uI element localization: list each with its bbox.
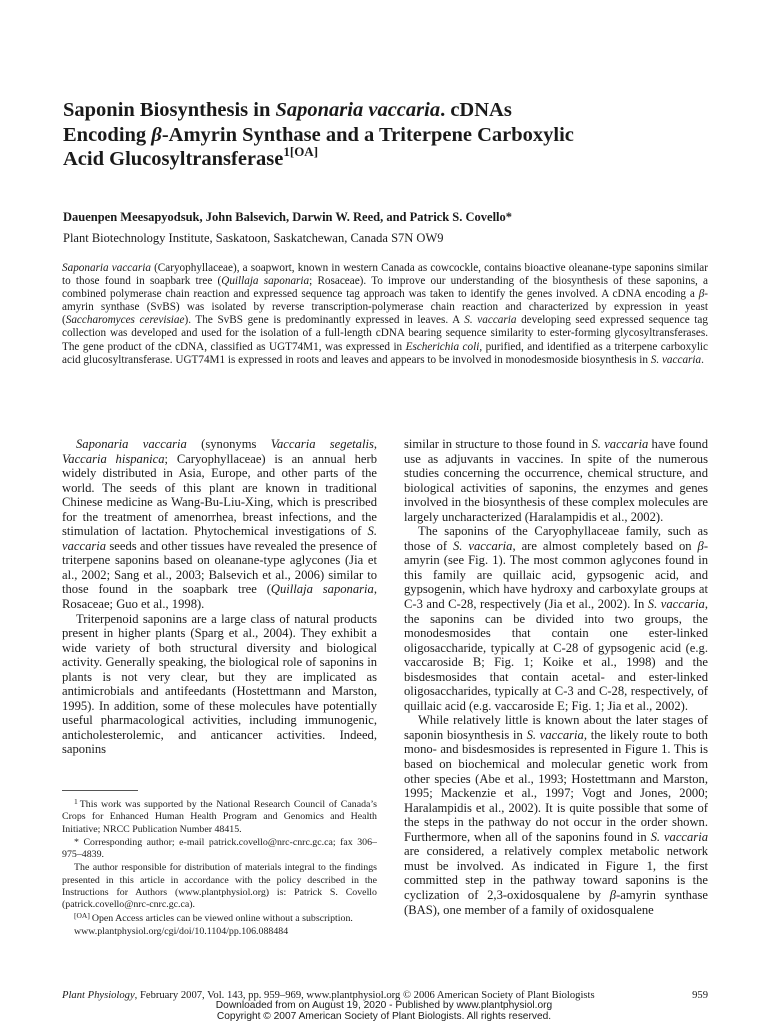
italic-term: S. vaccaria xyxy=(650,829,708,844)
footnote-text: The author responsible for distribution of materials integral to the findings presented in this article in accordance with the policy described in the Instructions for Authors (www.plantphysiol.org) is: Patrick S. Covello (patrick.covello@nrc-cnrc.gc.ca). xyxy=(62,862,377,911)
italic-term: S. vaccaria xyxy=(650,353,702,366)
body-paragraph xyxy=(404,713,708,917)
page-number: 959 xyxy=(692,990,708,1001)
italic-term: β xyxy=(151,123,162,146)
text-run: , Rosaceae; Guo et al., 1998). xyxy=(62,582,377,612)
footnote xyxy=(62,862,377,911)
italic-term: S. vaccaria xyxy=(591,437,649,451)
body-paragraph xyxy=(62,612,377,757)
italic-term: Vaccaria hispanica xyxy=(62,451,165,466)
text-run: , xyxy=(373,437,378,451)
text-run: Triterpenoid saponins are a large class of natural products present in higher plants (Sparg et al., 2004). They exhibit a wide variety of both structural diversity and biological activity. Generally speaking, the biological role of saponins in plants is not very clear, but they are implicated as antimicrobials and antifeedants (Hostettmann and Marston, 1995). In addition, some of these molecules have potentially useful pharmacological activities, including immunogenic, anticholesterolemic, and anticancer activities. Indeed, saponins xyxy=(62,611,377,757)
italic-term: S. vaccaria xyxy=(62,524,377,553)
text-run: The saponins of the Caryophyllaceae family, such as those of xyxy=(404,524,708,553)
title-line xyxy=(63,123,723,148)
text-run: , the likely route to both mono- and bisdesmosides is represented in Figure 1. This is based on biochemical and molecular genetic work from other species (Abe et al., 1993; Hostettmann and Marston, 1995; Mackenzie et al., 1997; Vogt and Jones, 2000; Haralampidis et al., 2002). It is quite possible that some of the steps in the pathway do not occur in the order shown. Furthermore, when all of the saponins found in xyxy=(404,727,708,844)
italic-term: β xyxy=(697,538,704,553)
italic-term: Vaccaria segetalis xyxy=(270,437,374,451)
text-run: similar in structure to those found in xyxy=(404,437,592,451)
text-run: , February 2007, Vol. 143, pp. 959–969, www.plantphysiol.org © 2006 American Society of Plant Biologists xyxy=(134,990,595,1001)
doi-link[interactable] xyxy=(62,926,377,938)
text-run: (Caryophyllaceae), a soapwort, known in western Canada as cowcockle, contains bioactive oleanane-type saponins similar to those found in soapbark tree ( xyxy=(62,262,708,288)
footnote-mark: 1 xyxy=(74,797,78,806)
text-run: -amyrin (see Fig. 1). The most common aglycones found in this family are quillaic acid, gypsogenic acid, and gypsogenin, which have hydroxy and carboxylate groups at C-3 and C-28, respectively (Jia et al., 2002). In xyxy=(404,538,709,612)
body-paragraph xyxy=(62,437,377,612)
footnote-text: Open Access articles can be viewed online without a subscription. xyxy=(91,912,353,924)
italic-term: S. vaccaria xyxy=(453,538,513,553)
text-run: -amyrin synthase (BAS), one member of a family of oxidosqualene xyxy=(404,887,708,917)
footnote-rule xyxy=(62,790,138,791)
text-run: ; Rosaceae). To improve our understanding of the biosynthesis of these saponins, a combined polymerase chain reaction and expressed sequence tag approach was taken to identify the genes involved. A cDNA encoding a xyxy=(62,275,709,301)
text-run: have found use as adjuvants in vaccines. In spite of the numerous studies concerning the occurrence, chemical structure, and biological activities of saponins, the enzymes and genes involved in the biosynthesis of these complex molecules are largely uncharacterized (Haralampidis et al., 2002). xyxy=(404,437,709,524)
author-list: Dauenpen Meesapyodsuk, John Balsevich, Darwin W. Reed, and Patrick S. Covello* xyxy=(63,210,513,224)
text-run: -Amyrin Synthase and a Triterpene Carboxylic xyxy=(161,123,574,146)
text-run: . xyxy=(701,353,704,366)
footnote-text: * Corresponding author; e-mail patrick.covello@nrc-cnrc.gc.ca; fax 306–975–4839. xyxy=(62,836,377,861)
body-paragraph xyxy=(404,437,708,524)
body-paragraph xyxy=(404,524,708,713)
title-footnote-mark: 1[OA] xyxy=(283,144,319,159)
italic-term: S. vaccaria xyxy=(464,314,517,327)
body-column-right xyxy=(404,437,708,917)
text-run: seeds and other tissues have revealed the presence of triterpene saponins based on oleanane-type aglycones (Jia et al., 2002; Sang et al., 2003; Balsevich et al., 2006) similar to those found in the soapbark tree ( xyxy=(62,538,377,597)
text-run: -amyrin synthase (SvBS) was isolated by reverse transcription-polymerase chain reaction and characterized by expression in yeast ( xyxy=(62,288,708,327)
title-line xyxy=(63,98,723,123)
italic-term: Saccharomyces cerevisiae xyxy=(65,314,185,327)
footnote xyxy=(62,837,377,862)
title-line xyxy=(63,144,723,172)
italic-term: Escherichia coli xyxy=(405,340,480,353)
italic-term: Quillaja saponaria xyxy=(270,582,374,597)
text-run: Acid Glucosyltransferase xyxy=(63,148,284,170)
text-run: , are almost completely based on xyxy=(512,538,698,553)
italic-term: β xyxy=(609,887,617,902)
title-line-text xyxy=(63,148,283,170)
footnote xyxy=(62,910,377,925)
abstract xyxy=(62,262,708,367)
text-run: . cDNAs xyxy=(440,99,512,121)
italic-term: Saponaria vaccaria xyxy=(275,99,441,121)
text-run: Saponin Biosynthesis in xyxy=(63,99,276,121)
text-run: Encoding xyxy=(63,123,152,146)
italic-term: S. vaccaria xyxy=(526,727,584,742)
text-run: are considered, a relatively complex metabolic network must be involved. As indicated in Figure 1, the first committed step in the pathway toward saponins is the cyclization of 2,3-oxidosqualene by xyxy=(404,844,708,902)
body-column-left xyxy=(62,437,377,757)
article-title xyxy=(63,98,723,172)
footnotes xyxy=(62,790,377,939)
italic-term: β xyxy=(698,288,705,301)
text-run: developing seed expressed sequence tag collection was developed and used for the isolation of a full-length cDNA bearing sequence similarity to ester-forming glycosyltransferases. The gene product of the cDNA, classified as UGT74M1, was expressed in xyxy=(62,314,708,353)
text-run: , the saponins can be divided into two groups, the monodesmosides that contain one ester-linked oligosaccharide, typically at C-28 of gypsogenic acid (e.g. vaccaroside B; Fig. 1; Koike et al., 1998) and the bisdesmosides that contain acetal- and ester-linked oligosaccharides, typically at C-3 and C-28, respectively, of quillaic acid (e.g. vaccaroside E; Fig. 1; Jia et al., 2002). xyxy=(404,597,708,713)
text-run: , purified, and identified as a triterpene carboxylic acid glucosyltransferase. UGT74M1 is expressed in roots and leaves and appears to be involved in monodesmoside biosynthesis in xyxy=(62,340,708,366)
text-run: (synonyms xyxy=(186,437,271,451)
italic-term: Quillaja saponaria xyxy=(221,275,310,288)
footnote-text: www.plantphysiol.org/cgi/doi/10.1104/pp.106.088484 xyxy=(74,925,289,937)
text-run: ; Caryophyllaceae) is an annual herb widely distributed in Asia, Europe, and other parts of the world. The seeds of this plant are known in traditional Chinese medicine as Wang-Bu-Liu-Xing, which is prescribed for the treatment of amenorrhea, breast infections, and the stimulation of lactation. Phytochemical investigations of xyxy=(62,451,377,539)
text-run: ). The SvBS gene is predominantly expressed in leaves. A xyxy=(184,314,465,327)
italic-term: Plant Physiology xyxy=(62,990,135,1001)
copyright-notice: Copyright © 2007 American Society of Plant Biologists. All rights reserved. xyxy=(216,1011,552,1022)
text-run: While relatively little is known about the later stages of saponin biosynthesis in xyxy=(404,713,708,742)
italic-term: Saponaria vaccaria xyxy=(76,437,187,451)
italic-term: S. vaccaria xyxy=(647,597,705,612)
author-affiliation: Plant Biotechnology Institute, Saskatoon, Saskatchewan, Canada S7N OW9 xyxy=(63,231,444,245)
footnote xyxy=(62,799,377,836)
footnote-mark: [OA] xyxy=(74,910,90,920)
italic-term: Saponaria vaccaria xyxy=(62,262,151,274)
download-notice: Downloaded from on August 19, 2020 - Published by www.plantphysiol.org xyxy=(215,1000,553,1011)
footnote-text: This work was supported by the National Research Council of Canada’s Crops for Enhanced Human Health Program and Genomics and Health Initiative; NRCC Publication Number 48415. xyxy=(62,799,377,835)
